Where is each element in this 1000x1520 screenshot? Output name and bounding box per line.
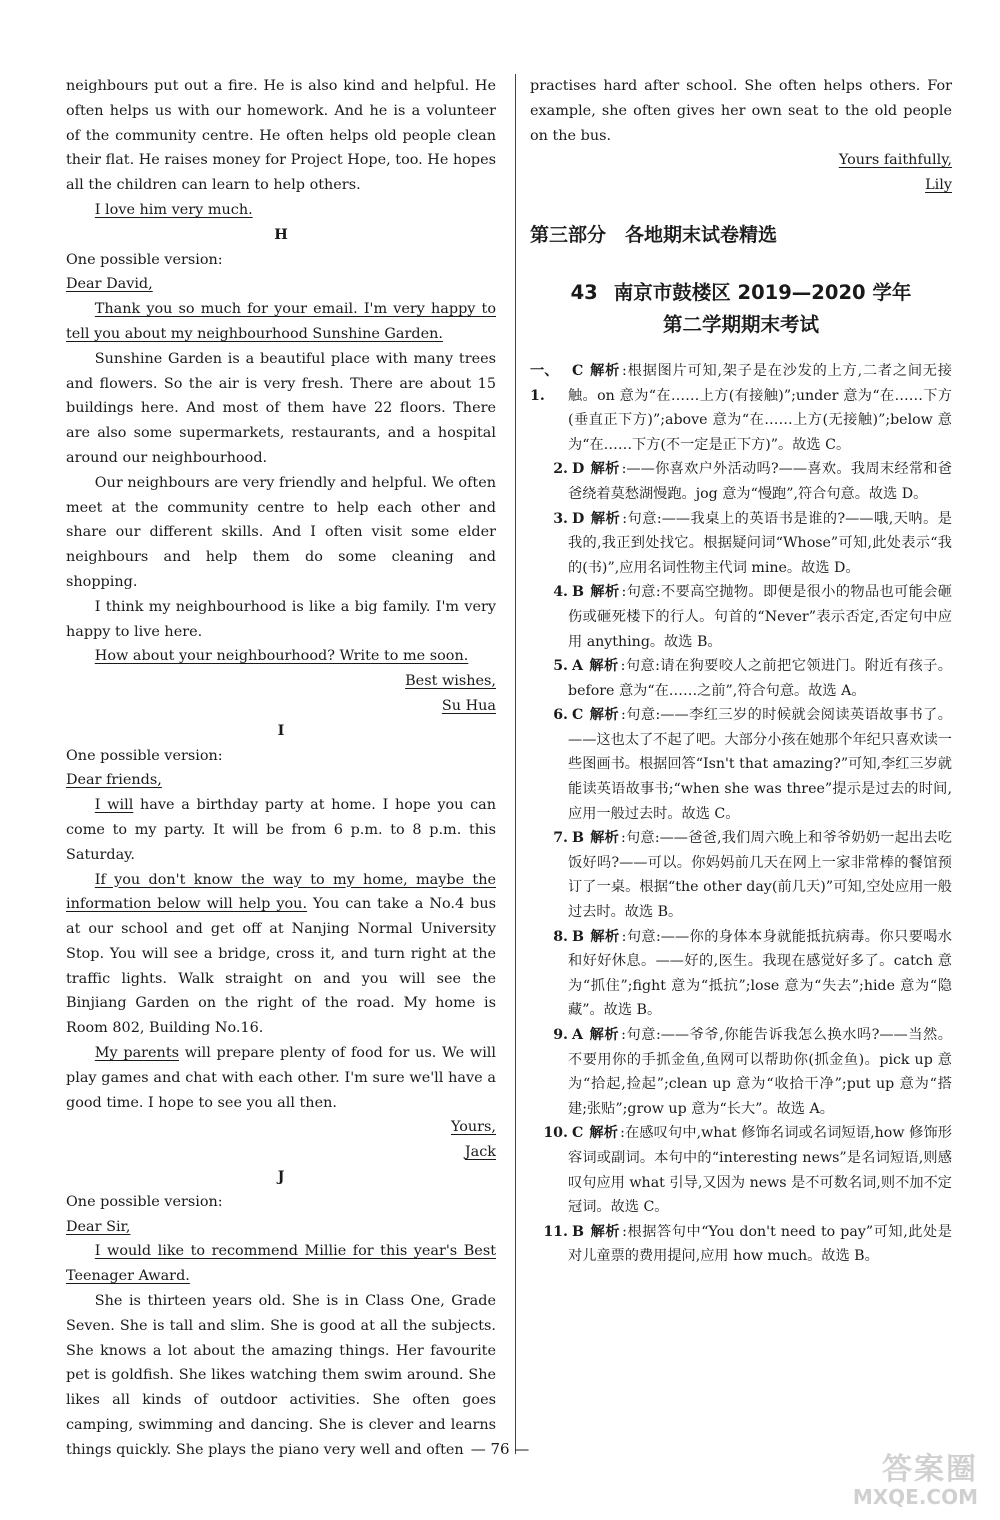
analysis-label: 解析 <box>590 1223 621 1240</box>
answer-letter: D <box>572 510 585 527</box>
answer-explanation: :句意:不要高空抛物。即便是很小的物品也可能会砸伤或砸死楼下的行人。句首的“Never”表示否定,否定句中应用 anything。故选 B。 <box>568 584 952 650</box>
answer-explanation: :句意:——爸爸,我们周六晚上和爷爷奶奶一起出去吃饭好吗?——可以。你妈妈前几天在网上一家非常棒的餐馆预订了一桌。根据“the other day(前几天)”可知,空处应用一般过去时。故选 B。 <box>568 830 952 921</box>
j-signoff: Yours faithfully, <box>838 152 952 169</box>
answer-letter: B <box>572 1223 584 1240</box>
g-closing: I love him very much. <box>94 201 253 218</box>
answer-number: 6. <box>553 707 568 724</box>
answer-explanation: :句意:——你的身体本身就能抵抗病毒。你只要喝水和好好休息。——好的,医生。我现在感觉好多了。catch 意为“抓住”;fight 意为“抵抗”;lose 意为“失去”;hide 意为“隐藏”。故选 B。 <box>568 928 952 1019</box>
h-greeting: Dear David, <box>66 276 153 293</box>
analysis-label: 解析 <box>590 830 620 847</box>
answer-letter: B <box>572 830 584 847</box>
answer-item <box>530 703 952 826</box>
answer-letter: A <box>572 658 584 675</box>
j-name: Lily <box>925 177 952 194</box>
test-number: 43 <box>570 280 598 304</box>
answer-number: 11. <box>543 1223 568 1240</box>
answer-letter: C <box>572 1125 584 1142</box>
analysis-label: 解析 <box>590 510 621 527</box>
answer-item <box>530 1220 952 1269</box>
watermark-line-1: 答案圈 <box>882 1452 978 1487</box>
i-signoff: Yours, <box>450 1119 496 1136</box>
answer-letter: A <box>572 1027 584 1044</box>
test-title <box>530 277 952 341</box>
answer-item <box>530 1023 952 1121</box>
test-title-line-2: 第二学期期末考试 <box>662 312 819 336</box>
answer-number: 8. <box>553 928 568 945</box>
i-paragraph-3: My parents will prepare plenty of food for us. We will play games and chat with each other. I'm sure we'll have a good time. I hope to see you all then. <box>66 1045 497 1111</box>
i-version: One possible version: <box>66 747 223 764</box>
h-closing: How about your neighbourhood? Write to me soon. <box>94 648 469 665</box>
i-paragraph-2: If you don't know the way to my home, maybe the information below will help you. You can take a No.4 bus at our school and get off at Nanjing Normal University Stop. You will see a bridge, cross it, and turn right at the traffic lights. Walk straight on and you will see the Binjiang Garden on the right of the road. My home is Room 802, Building No.16. <box>66 871 496 1037</box>
answer-item <box>530 580 952 654</box>
h-paragraph-3: I think my neighbourhood is like a big family. I'm very happy to live here. <box>66 598 496 640</box>
i-greeting: Dear friends, <box>66 772 162 789</box>
section-title: 第三部分 各地期末试卷精选 <box>530 223 778 246</box>
answer-number: 5. <box>553 658 568 675</box>
answer-explanation: :句意:——李红三岁的时候就会阅读英语故事书了。——这也太了不起了吧。大部分小孩在她那个年纪只喜欢读一些图画书。根据回答“Isn't that amazing?”可知,李红三岁就能读英语故事书;“when she was three”提示是过去的时间,应用一般过去时。故选 C。 <box>568 707 952 822</box>
analysis-label: 解析 <box>589 1027 620 1044</box>
test-title-line-1: 43 南京市鼓楼区 2019—2020 学年 <box>570 280 912 304</box>
answer-letter: B <box>572 928 584 945</box>
section-j-heading: J <box>277 1168 285 1186</box>
answer-explanation: :句意:请在狗要咬人之前把它领进门。附近有孩子。before 意为“在……之前”,符合句意。故选 A。 <box>568 658 952 699</box>
answer-number: 10. <box>543 1125 568 1142</box>
answer-number: 一、1. <box>530 362 559 404</box>
section-i-heading: I <box>277 721 285 739</box>
answer-letter: D <box>572 461 585 478</box>
h-name: Su Hua <box>441 697 496 714</box>
answer-item <box>530 507 952 581</box>
answer-item <box>530 359 952 457</box>
column-divider <box>515 74 516 1454</box>
analysis-label: 解析 <box>590 461 620 478</box>
j-opening: I would like to recommend Millie for this year's Best Teenager Award. <box>66 1243 496 1285</box>
analysis-label: 解析 <box>589 1125 619 1142</box>
watermark-logo <box>828 1454 978 1514</box>
answer-number: 7. <box>553 830 568 847</box>
answer-explanation: :根据答句中“You don't need to pay”可知,此处是对儿童票的费用提问,应用 how much。故选 B。 <box>568 1223 952 1265</box>
answer-explanation: :——你喜欢户外活动吗?——喜欢。我周末经常和爸爸绕着莫愁湖慢跑。jog 意为“慢跑”,符合句意。故选 D。 <box>568 461 952 502</box>
answer-number: 4. <box>553 584 568 601</box>
j-paragraph-1: She is thirteen years old. She is in Class One, Grade Seven. She is tall and slim. She is good at all the subjects. She knows a lot about the amazing things. Her favourite pet is goldfish. She likes watching them swim around. She likes all kinds of outdoor activities. She often goes camping, swimming and dancing. She is clever and learns things quickly. She plays the piano very well and often <box>66 1293 496 1458</box>
analysis-label: 解析 <box>589 658 619 675</box>
answer-item <box>530 826 952 924</box>
i-paragraph-1: I will have a birthday party at home. I hope you can come to my party. It will be from 6 p.m. to 8 p.m. this Saturday. <box>66 797 496 863</box>
answer-letter: C <box>572 707 584 724</box>
answer-explanation: :句意:——爷爷,你能告诉我怎么换水吗?——当然。不要用你的手抓金鱼,鱼网可以帮助你(抓金鱼)。pick up 意为“拾起,捡起”;clean up 意为“收拾干净”;put up 意为“搭建;张贴”;grow up 意为“长大”。故选 A。 <box>568 1027 952 1117</box>
answer-list <box>530 359 952 1269</box>
answer-item <box>530 1121 952 1219</box>
answer-explanation: :句意:——我桌上的英语书是谁的?——哦,天呐。是我的,我正到处找它。根据疑问词“Whose”可知,此处表示“我的(书)”,应用名词性物主代词 mine。故选 D。 <box>568 510 952 576</box>
h-paragraph-1: Sunshine Garden is a beautiful place with many trees and flowers. So the air is very fresh. There are about 15 buildings here. And most of them have 22 floors. There are also some supermarkets, restaurants, and a hospital around our neighbourhood. <box>66 350 496 466</box>
h-paragraph-2: Our neighbours are very friendly and helpful. We often meet at the community centre to help each other and share our different skills. And I often visit some elder neighbours and help them do some cleaning and shopping. <box>66 474 496 590</box>
h-opening: Thank you so much for your email. I'm very happy to tell you about my neighbourhood Sunshine Garden. <box>66 301 496 342</box>
answer-item <box>530 457 952 506</box>
page-number: — 76 — <box>470 1440 530 1458</box>
answer-letter: C <box>572 362 584 379</box>
analysis-label: 解析 <box>589 707 620 724</box>
j-greeting: Dear Sir, <box>66 1218 131 1235</box>
answer-number: 2. <box>553 461 568 478</box>
answer-explanation: :在感叹句中,what 修饰名词或名词短语,how 修饰形容词或副词。本句中的“interesting news”是名词短语,则感叹句应用 what 引导,又因为 news 是不可数名词,则不加不定冠词。故选 C。 <box>568 1125 952 1216</box>
left-column <box>66 74 496 1463</box>
j-continuation: practises hard after school. She often helps others. For example, she often gives her own seat to the old people on the bus. <box>530 78 952 144</box>
analysis-label: 解析 <box>590 584 620 601</box>
answer-letter: B <box>572 584 584 601</box>
h-version: One possible version: <box>66 251 223 268</box>
h-signoff: Best wishes, <box>405 673 496 690</box>
answer-number: 9. <box>553 1027 568 1044</box>
answer-item <box>530 925 952 1023</box>
answer-item <box>530 654 952 703</box>
j-version: One possible version: <box>66 1193 223 1210</box>
g-continuation: neighbours put out a fire. He is also kind and helpful. He often helps us with our homework. And he is a volunteer of the community centre. He often helps old people clean their flat. He raises money for Project Hope, too. He hopes all the children can learn to help others. <box>66 78 496 194</box>
right-column <box>530 74 952 1269</box>
answer-number: 3. <box>553 510 568 527</box>
analysis-label: 解析 <box>590 928 620 945</box>
watermark-line-2: MXQE.COM <box>852 1485 978 1509</box>
section-h-heading: H <box>274 225 288 243</box>
i-name: Jack <box>464 1144 496 1161</box>
answer-explanation: :根据图片可知,架子是在沙发的上方,二者之间无接触。on 意为“在……上方(有接触)”;under 意为“在……下方(垂直正下方)”;above 意为“在……上方(无接触)”;below 意为“在……下方(不一定是正下方)”。故选 C。 <box>568 362 952 453</box>
analysis-label: 解析 <box>589 362 621 379</box>
